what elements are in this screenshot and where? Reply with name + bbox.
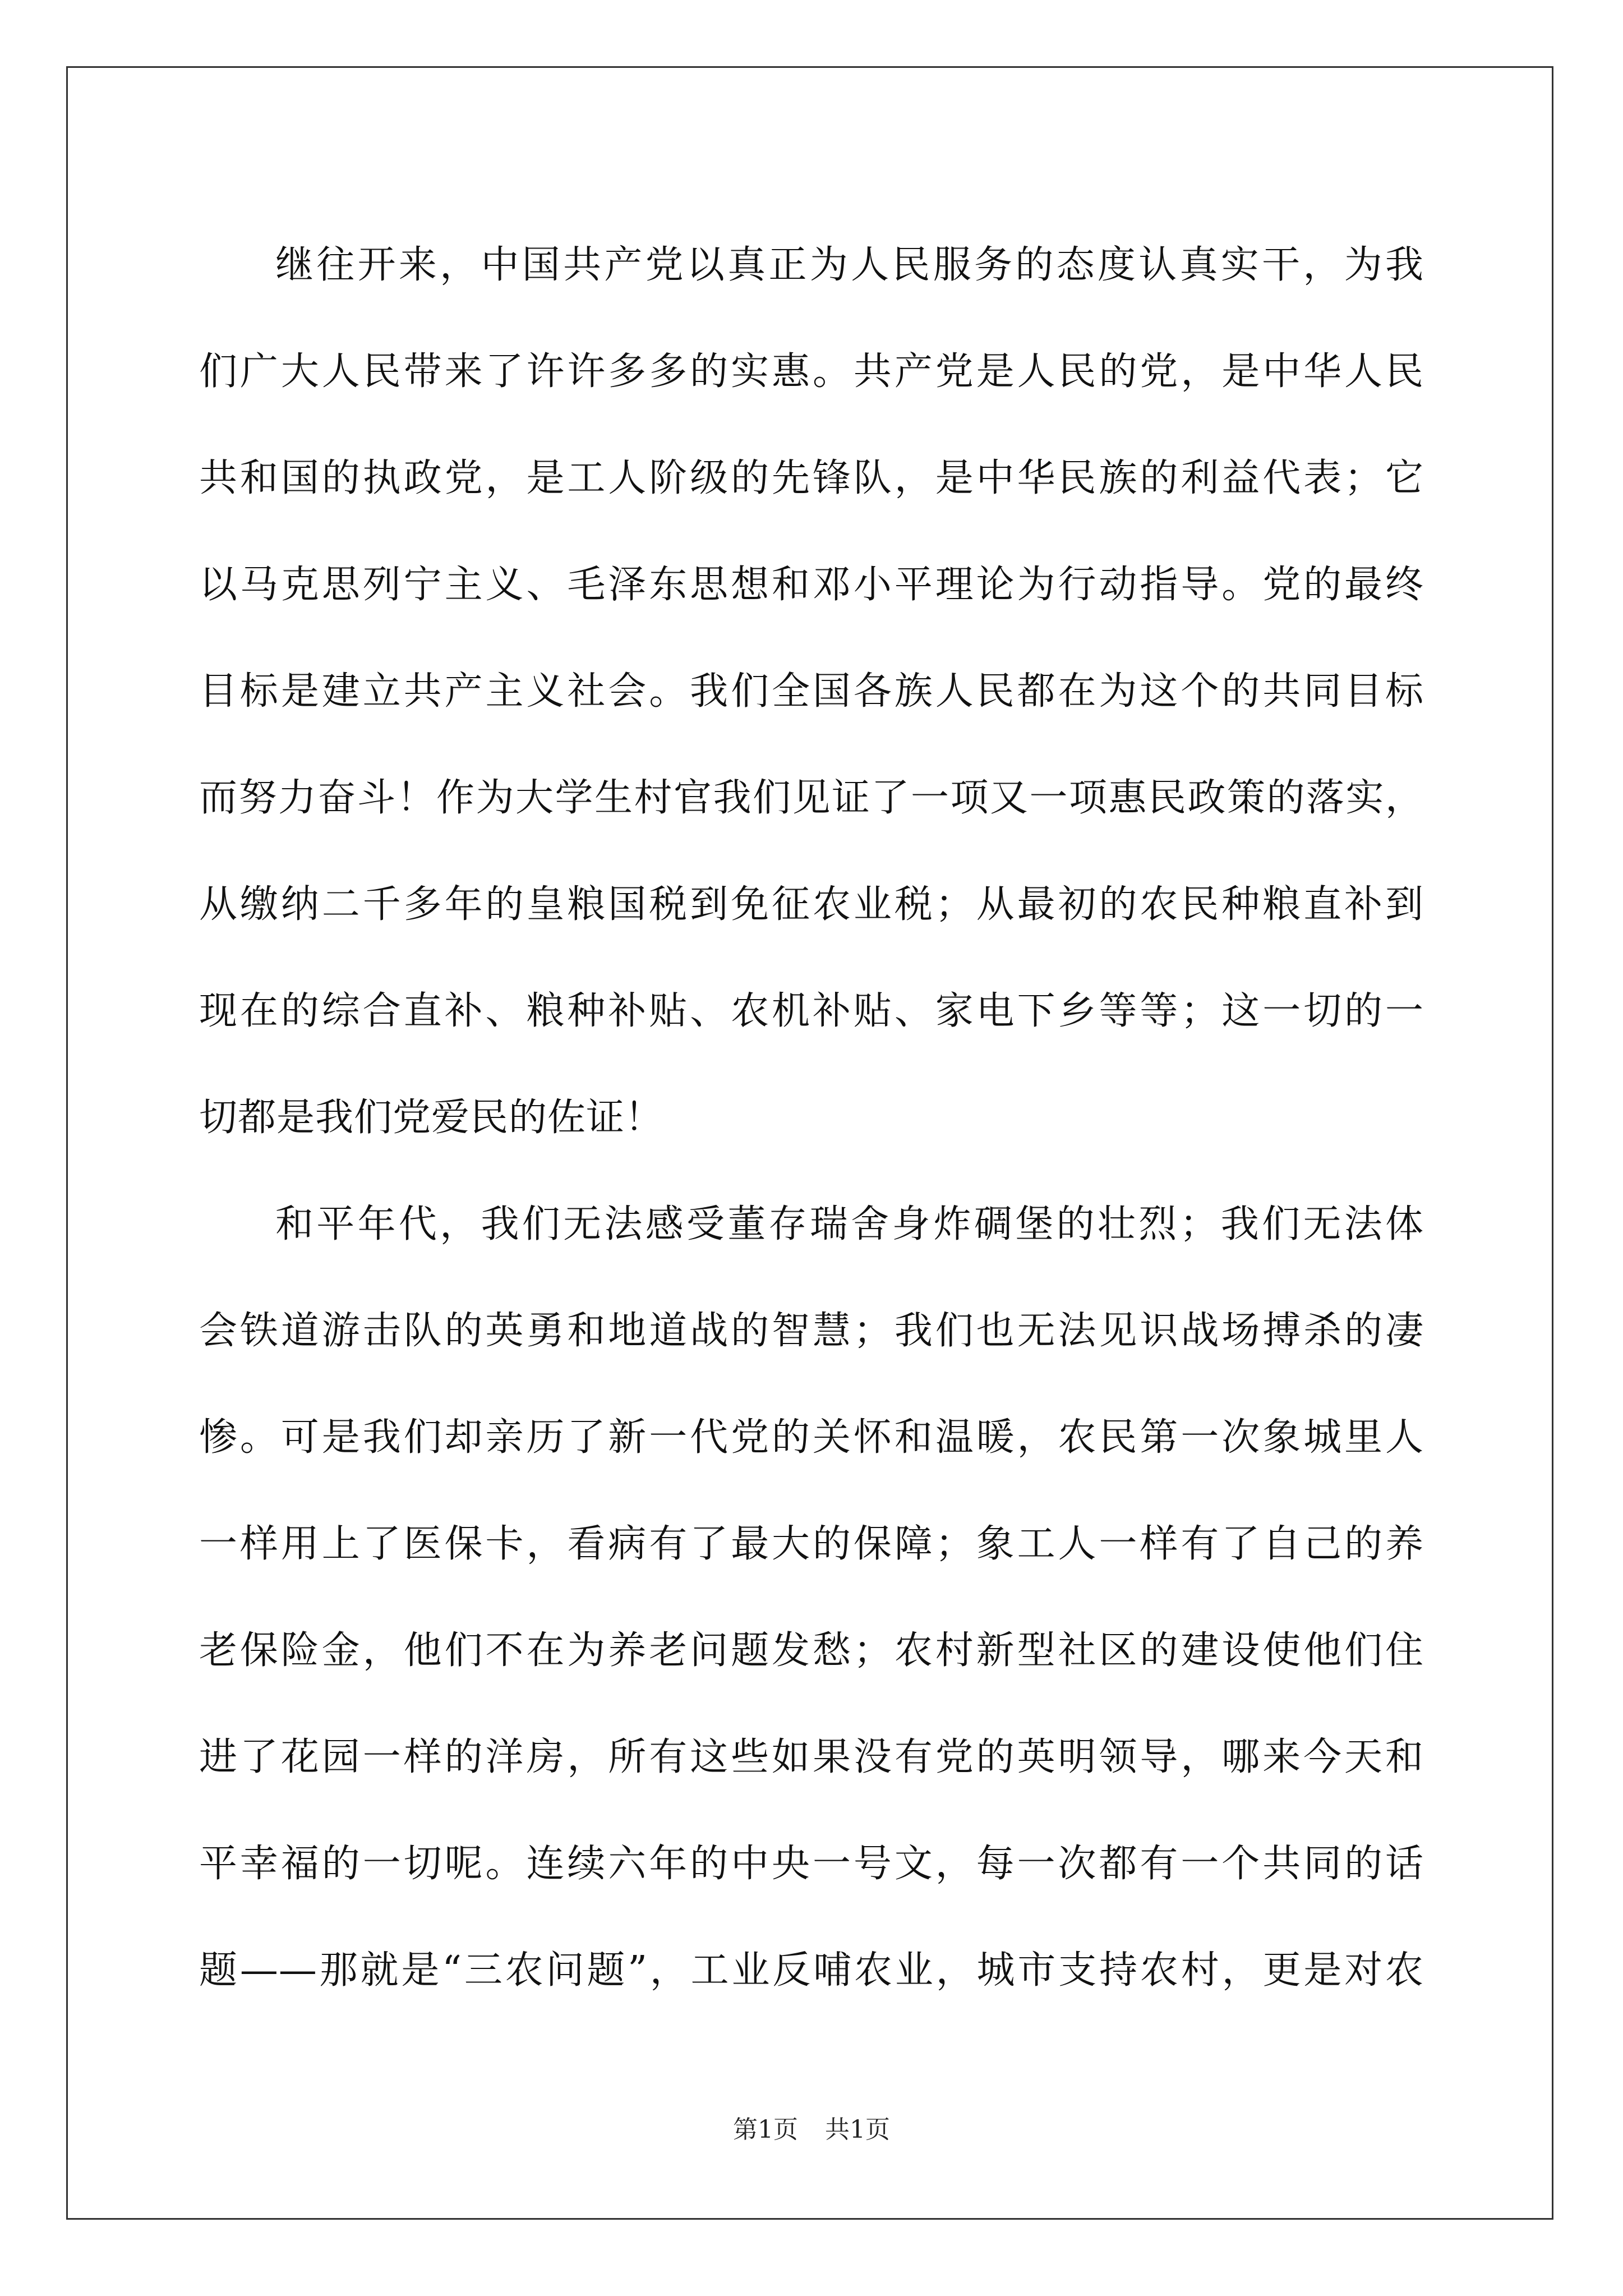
paragraph-1-line-1: 继往开来，中国共产党以真正为人民服务的态度认真实干，为我 — [275, 243, 1424, 287]
paragraph-1-line-2: 们广大人民带来了许许多多的实惠。共产党是人民的党，是中华人民 — [199, 349, 1424, 394]
total-page-count: 共1页 — [825, 2115, 890, 2144]
paragraph-1-line-9: 切都是我们党爱民的佐证！ — [199, 1096, 664, 1140]
paragraph-2-line-5: 老保险金，他们不在为养老问题发愁；农村新型社区的建设使他们住 — [199, 1628, 1424, 1673]
paragraph-1-line-8: 现在的综合直补、粮种补贴、农机补贴、家电下乡等等；这一切的一 — [199, 989, 1424, 1033]
paragraph-2-line-3: 惨。可是我们却亲历了新一代党的关怀和温暖，农民第一次象城里人 — [199, 1415, 1424, 1460]
paragraph-1-line-7: 从缴纳二千多年的皇粮国税到免征农业税；从最初的农民种粮直补到 — [199, 882, 1424, 927]
paragraph-2-line-1: 和平年代，我们无法感受董存瑞舍身炸碉堡的壮烈；我们无法体 — [275, 1202, 1424, 1246]
paragraph-2-line-6: 进了花园一样的洋房，所有这些如果没有党的英明领导，哪来今天和 — [199, 1735, 1424, 1779]
paragraph-2-line-2: 会铁道游击队的英勇和地道战的智慧；我们也无法见识战场搏杀的凄 — [199, 1309, 1424, 1353]
document-body — [199, 212, 1424, 2024]
page-footer — [0, 2109, 1623, 2145]
paragraph-2-line-4: 一样用上了医保卡，看病有了最大的保障；象工人一样有了自己的养 — [199, 1522, 1424, 1566]
paragraph-1-line-4: 以马克思列宁主义、毛泽东思想和邓小平理论为行动指导。党的最终 — [199, 563, 1424, 607]
paragraph-1-line-3: 共和国的执政党，是工人阶级的先锋队，是中华民族的利益代表；它 — [199, 456, 1424, 500]
current-page-number: 第1页 — [733, 2115, 798, 2144]
paragraph-1-line-6: 而努力奋斗！作为大学生村官我们见证了一项又一项惠民政策的落实， — [199, 776, 1424, 820]
paragraph-2-line-7: 平幸福的一切呢。连续六年的中央一号文，每一次都有一个共同的话 — [199, 1842, 1424, 1886]
paragraph-2-line-8: 题——那就是“三农问题”，工业反哺农业，城市支持农村，更是对农 — [199, 1948, 1424, 1993]
paragraph-1-line-5: 目标是建立共产主义社会。我们全国各族人民都在为这个的共同目标 — [199, 669, 1424, 714]
